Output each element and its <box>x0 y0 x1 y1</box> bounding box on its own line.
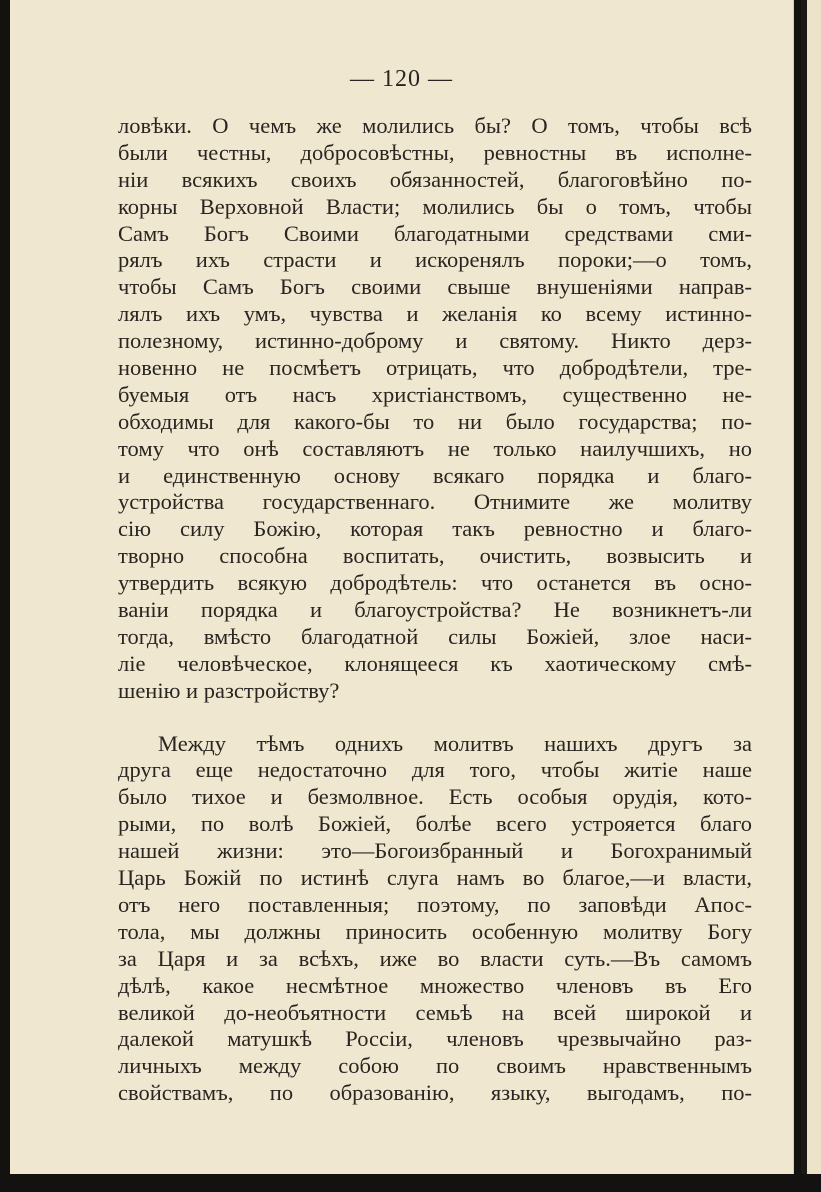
text-line: полезному, истинно-доброму и святому. Никто дерз- <box>118 328 752 354</box>
text-line: сію силу Божію, которая такъ ревностно и благо- <box>118 516 752 542</box>
text-line: тому что онѣ составляютъ не только наилучшихъ, но <box>118 435 752 461</box>
text-line: ловѣки. О чемъ же молились бы? О томъ, чтобы всѣ <box>118 113 752 138</box>
paragraph-spacer <box>118 705 752 731</box>
text-line: утвердить всякую добродѣтель: что останется въ осно- <box>118 570 752 596</box>
text-line: друга еще недостаточно для того, чтобы житіе наше <box>118 757 752 783</box>
text-line: буемыя отъ насъ христіанствомъ, существенно не- <box>118 381 752 407</box>
text-line: устройства государственнаго. Отнимите же молитву <box>118 489 752 515</box>
book-page <box>10 0 794 1174</box>
text-line: личныхъ между собою по своимъ нравственнымъ <box>118 1053 752 1079</box>
text-line: ніи всякихъ своихъ обязанностей, благоговѣйно по- <box>118 166 752 192</box>
text-line: ваніи порядка и благоустройства? Не возникнетъ-ли <box>118 597 752 623</box>
paragraph-2 <box>118 731 752 1107</box>
text-line: чтобы Самъ Богъ своими свыше внушеніями направ- <box>118 274 752 300</box>
text-line: свойствамъ, по образованію, языку, выгодамъ, по- <box>118 1080 752 1106</box>
text-line: творно способна воспитать, очистить, возвысить и <box>118 543 752 569</box>
text-line: новенно не посмѣетъ отрицать, что добродѣтели, тре- <box>118 355 752 381</box>
text-line: ліе человѣческое, клонящееся къ хаотическому смѣ- <box>118 650 752 676</box>
text-line: корны Верховной Власти; молились бы о томъ, чтобы <box>118 193 752 219</box>
text-line: тола, мы должны приносить особенную молитву Богу <box>118 918 752 944</box>
text-line: было тихое и безмолвное. Есть особыя орудія, кото- <box>118 784 752 810</box>
text-line: и единственную основу всякаго порядка и благо- <box>118 462 752 488</box>
text-line: шенію и разстройству? <box>118 677 340 703</box>
text-line: рялъ ихъ страсти и искоренялъ пороки;—о томъ, <box>118 247 752 273</box>
text-line: были честны, добросовѣстны, ревностны въ исполне- <box>118 139 752 165</box>
text-line: обходимы для какого-бы то ни было государства; по- <box>118 408 752 434</box>
text-line: далекой матушкѣ Россіи, членовъ чрезвычайно раз- <box>118 1026 752 1052</box>
text-line: Царь Божій по истинѣ слуга намъ во благое,—и власти, <box>118 865 752 891</box>
text-line: Между тѣмъ однихъ молитвъ нашихъ другъ за <box>158 730 752 756</box>
text-line: рыми, по волѣ Божіей, болѣе всего устрояется благо <box>118 811 752 837</box>
page-number: — 120 — <box>350 66 453 92</box>
text-line: Самъ Богъ Своими благодатными средствами сми- <box>118 220 752 246</box>
text-line: великой до-необъятности семьѣ на всей широкой и <box>118 999 752 1025</box>
text-line: дѣлѣ, какое несмѣтное множество членовъ въ Его <box>118 972 752 998</box>
text-line: лялъ ихъ умъ, чувства и желанія ко всему истинно- <box>118 301 752 327</box>
text-line: нашей жизни: это—Богоизбранный и Богохранимый <box>118 838 752 864</box>
text-line: отъ него поставленныя; поэтому, по заповѣди Апос- <box>118 891 752 917</box>
text-line: тогда, вмѣсто благодатной силы Божіей, злое наси- <box>118 623 752 649</box>
body-text <box>118 113 752 1107</box>
paragraph-1 <box>118 113 752 705</box>
adjacent-page-edge <box>801 0 821 1174</box>
text-line: за Царя и за всѣхъ, иже во власти суть.—Въ самомъ <box>118 945 752 971</box>
